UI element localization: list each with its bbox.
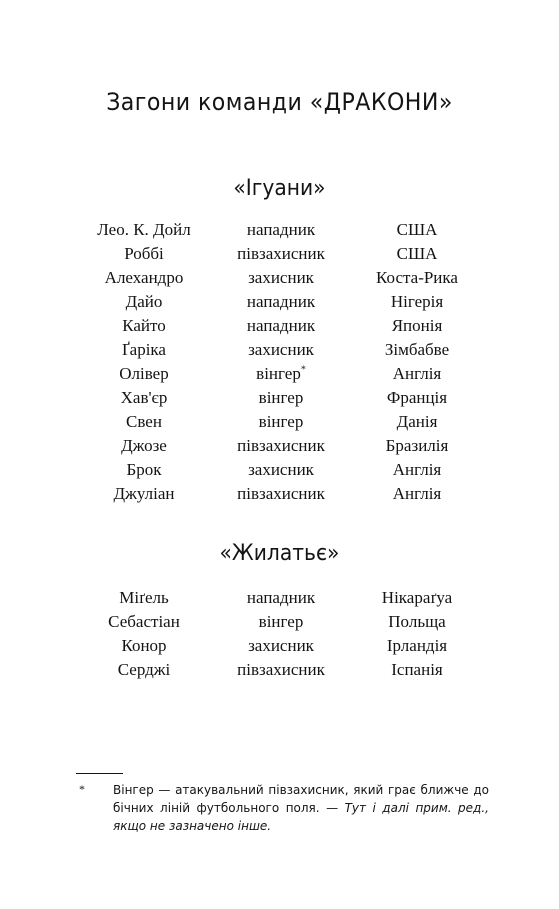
player-position-text: захисник: [248, 636, 314, 655]
player-country-text: США: [396, 220, 438, 239]
player-name-text: Кайто: [122, 316, 166, 335]
player-country: [397, 218, 438, 242]
player-position-text: вінгер: [258, 412, 304, 431]
player-position-text: нападник: [246, 316, 316, 335]
player-row: [0, 434, 559, 458]
player-country: [397, 242, 438, 266]
player-row: [0, 410, 559, 434]
squad-2-roster: [0, 586, 559, 682]
footnote-reference: *: [300, 364, 306, 376]
player-position: [259, 386, 304, 410]
footnote-divider: [76, 773, 123, 774]
footnote-regular: Вінгер — атакувальний півзахисник, який грає ближче до бічних ліній футбольного поля. —: [113, 783, 489, 815]
player-row: [0, 242, 559, 266]
footnote-text: [113, 781, 489, 835]
player-row: [0, 610, 559, 634]
player-position: [259, 610, 304, 634]
player-position: [248, 338, 314, 362]
player-name-text: Брок: [126, 460, 162, 479]
player-position: [237, 658, 325, 682]
player-country: [391, 658, 443, 682]
player-row: [0, 338, 559, 362]
player-row: [0, 586, 559, 610]
player-country-text: Нікараґуа: [381, 588, 453, 607]
player-name: [124, 242, 164, 266]
player-row: [0, 314, 559, 338]
player-country-text: Данія: [396, 412, 438, 431]
player-country-text: Іспанія: [391, 660, 443, 679]
player-country-text: Англія: [392, 460, 442, 479]
player-row: [0, 634, 559, 658]
player-country-text: Нігерія: [390, 292, 444, 311]
player-position: [248, 458, 314, 482]
player-country-text: Польща: [388, 612, 446, 631]
footnote-marker: *: [79, 782, 85, 796]
player-row: [0, 386, 559, 410]
player-name-text: Свен: [126, 412, 162, 431]
player-country-text: Зімбабве: [384, 340, 450, 359]
player-position: [247, 314, 315, 338]
player-position-text: вінгер: [258, 612, 304, 631]
squad-1-roster: [0, 218, 559, 506]
player-position-text: захисник: [248, 460, 314, 479]
player-position: [237, 242, 325, 266]
player-name: [97, 218, 190, 242]
player-country-text: Ірландія: [386, 636, 448, 655]
page-title: Загони команди «ДРАКОНИ»: [106, 88, 453, 116]
player-country: [393, 362, 442, 386]
player-name-text: Хав'єр: [120, 388, 168, 407]
player-name: [126, 410, 162, 434]
player-row: [0, 458, 559, 482]
player-country: [386, 434, 449, 458]
player-name: [118, 658, 171, 682]
player-name: [114, 482, 175, 506]
player-name: [105, 266, 184, 290]
player-position-text: півзахисник: [237, 484, 325, 503]
player-position-text: захисник: [248, 340, 314, 359]
player-country: [385, 338, 449, 362]
player-row: [0, 482, 559, 506]
player-position-text: нападник: [246, 292, 316, 311]
squad-1-title: «Ігуани»: [233, 176, 326, 201]
player-name: [119, 586, 169, 610]
player-position: [237, 482, 325, 506]
player-name-text: Джозе: [121, 436, 167, 455]
player-name: [108, 610, 180, 634]
player-name-text: Лео. К. Дойл: [97, 220, 191, 239]
player-position-text: вінгер: [256, 364, 301, 383]
player-row: [0, 658, 559, 682]
player-name-text: Серджі: [117, 660, 171, 679]
player-country: [382, 586, 452, 610]
player-position: [247, 586, 315, 610]
player-position-text: півзахисник: [237, 244, 325, 263]
player-position-text: захисник: [248, 268, 314, 287]
player-name-text: Себастіан: [108, 612, 180, 631]
player-name: [126, 290, 163, 314]
player-position-text: нападник: [246, 220, 316, 239]
player-country: [397, 410, 438, 434]
player-row: [0, 290, 559, 314]
player-country: [392, 314, 443, 338]
player-name-text: Джуліан: [113, 484, 175, 503]
player-name-text: Роббі: [124, 244, 164, 263]
player-name: [119, 362, 168, 386]
player-country: [391, 290, 443, 314]
player-position-text: нападник: [246, 588, 316, 607]
player-position-text: вінгер: [258, 388, 304, 407]
player-position: [237, 434, 325, 458]
player-position-text: півзахисник: [237, 660, 325, 679]
player-name: [121, 386, 168, 410]
squad-2-title: «Жилатьє»: [219, 541, 340, 566]
player-position: [248, 634, 314, 658]
player-country-text: Бразилія: [385, 436, 449, 455]
player-position-text: півзахисник: [237, 436, 325, 455]
player-name: [121, 434, 167, 458]
player-country: [387, 634, 447, 658]
player-position: [247, 218, 315, 242]
player-name: [121, 634, 166, 658]
player-position: [256, 362, 306, 386]
player-country: [376, 266, 458, 290]
player-row: [0, 218, 559, 242]
player-name: [122, 338, 166, 362]
player-country-text: Франція: [386, 388, 448, 407]
player-row: [0, 362, 559, 386]
player-position: [259, 410, 304, 434]
player-name-text: Алехандро: [104, 268, 184, 287]
player-country-text: Японія: [391, 316, 443, 335]
player-country-text: Коста-Рика: [376, 268, 458, 287]
player-name-text: Ґаріка: [122, 340, 166, 359]
player-position: [247, 290, 315, 314]
player-name-text: Олівер: [119, 364, 169, 383]
player-country: [387, 386, 447, 410]
player-name-text: Міґель: [119, 588, 169, 607]
player-country: [393, 458, 442, 482]
player-country-text: Англія: [392, 364, 442, 383]
player-name-text: Конор: [121, 636, 167, 655]
player-country-text: Англія: [392, 484, 442, 503]
player-row: [0, 266, 559, 290]
player-name: [126, 458, 161, 482]
player-name: [122, 314, 165, 338]
footnote-italic: Тут і далі прим. ред., якщо не зазначено інше.: [113, 801, 489, 833]
player-position: [248, 266, 314, 290]
player-country-text: США: [396, 244, 438, 263]
player-name-text: Дайо: [125, 292, 163, 311]
player-country: [393, 482, 442, 506]
player-country: [388, 610, 445, 634]
